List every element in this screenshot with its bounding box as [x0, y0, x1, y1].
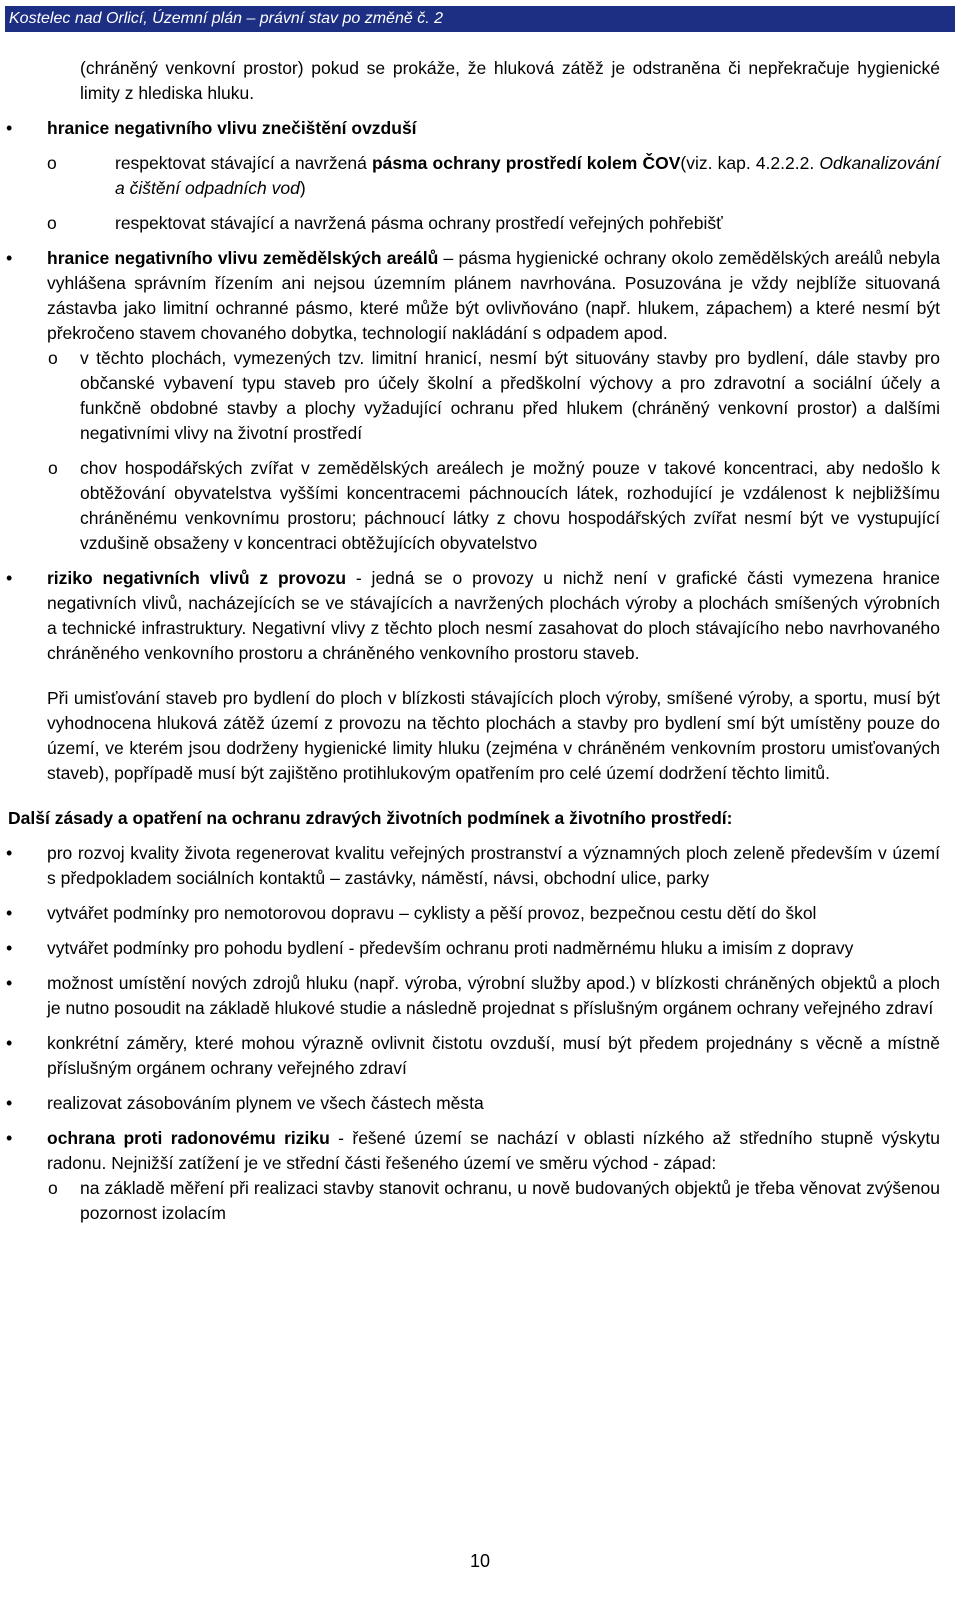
list2-item: [0, 901, 960, 926]
section1-item1-d: Odkanalizování a čištění odpadních vod: [115, 153, 940, 198]
heading-further-principles: [0, 806, 960, 831]
section1-item1-a: respektovat stávající a navržená: [115, 153, 372, 173]
list2-item-text: vytvářet podmínky pro pohodu bydlení - především ochranu proti nadměrnému hluku a imisím z dopravy: [47, 938, 854, 958]
list2-item: [0, 841, 960, 891]
sub-bullet-marker: o: [48, 348, 58, 368]
sub-bullet-marker: o: [48, 458, 58, 478]
sub-bullet-marker: o: [48, 1178, 58, 1198]
page-number-text: 10: [469, 1551, 491, 1571]
section1-item1-c: (viz. kap. 4.2.2.2.: [680, 153, 820, 173]
section3-bullet: [0, 566, 960, 666]
section1-title: hranice negativního vlivu znečištění ovzduší: [47, 118, 417, 138]
intro-text: (chráněný venkovní prostor) pokud se prokáže, že hluková zátěž je odstraněna či nepřekračuje hygienické limity z hlediska hluku.: [80, 58, 940, 103]
section2-sub1-text: v těchto plochách, vymezených tzv. limitní hranicí, nesmí být situovány stavby pro bydlení, dále stavby pro občanské vybavení typu staveb pro účely školní a předškolní výchovy a pro zdravotní a sociální účely a funkčně obdobné stavby a plochy vyžadující ochranu před hlukem (chráněný venkovní prostor) a dalšími negativními vlivy na životní prostředí: [80, 348, 940, 443]
section1-item2-text: respektovat stávající a navržená pásma ochrany prostředí veřejných pohřebišť: [115, 213, 723, 233]
section2-sub1: [0, 346, 960, 446]
section1-item2: [0, 211, 960, 236]
intro-paragraph: [0, 56, 960, 106]
list2-item-text: vytvářet podmínky pro nemotorovou dopravu – cyklisty a pěší provoz, bezpečnou cestu dětí do škol: [47, 903, 817, 923]
section2-text: – pásma hygienické ochrany okolo zemědělských areálů nebyla vyhlášena správním řízením ani nejsou územním plánem navrhována. Posuzována je vždy nejblíže situovaná zástavba jako limitní ochranné pásmo, které může být ovlivňováno (např. hlukem, zápachem) a které nesmí být překročeno stavem chovaného dobytka, technologií nakládání s odpadem apod.: [47, 248, 940, 343]
list2-item: [0, 1091, 960, 1116]
section1-item1-b: pásma ochrany prostředí kolem ČOV: [371, 153, 681, 173]
section1-item1-e: ): [299, 178, 306, 198]
sub-bullet-marker: o: [47, 213, 57, 233]
section2-sub2: [0, 456, 960, 556]
section3-title: riziko negativních vlivů z provozu: [47, 568, 347, 588]
document-header: [5, 6, 955, 32]
header-title: Kostelec nad Orlicí, Územní plán – právní stav po změně č. 2: [9, 10, 443, 27]
list2-item: [0, 971, 960, 1021]
sub-bullet-marker: o: [47, 153, 57, 173]
radon-bullet: [0, 1126, 960, 1176]
radon-text: - řešené území se nachází v oblasti nízkého až středního stupně výskytu radonu. Nejnižší zatížení je ve střední části řešeného území ve směru východ - západ:: [47, 1128, 940, 1173]
section3-text1: - jedná se o provozy u nichž není v grafické části vymezena hranice negativních vlivů, nacházejících se ve stávajících a navržených plochách výroby a plochách smíšených výrobních a technické infrastruktury. Negativní vlivy z těchto ploch nesmí zasahovat do ploch stávajícího nebo navrhovaného chráněného venkovního prostoru a chráněného venkovního prostoru staveb.: [47, 568, 941, 663]
radon-sub-text: na základě měření při realizaci stavby stanovit ochranu, u nově budovaných objektů je třeba věnovat zvýšenou pozornost izolacím: [80, 1178, 940, 1223]
list2-item-text: konkrétní záměry, které mohou výrazně ovlivnit čistotu ovzduší, musí být předem projednány s věcně a místně příslušným orgánem ochrany veřejného zdraví: [47, 1033, 940, 1078]
section2-bullet: [0, 246, 960, 346]
page-number: [0, 1551, 960, 1572]
radon-sub: [0, 1176, 960, 1226]
section1-item1: [0, 151, 960, 201]
list2-item-text: realizovat zásobováním plynem ve všech částech města: [47, 1093, 484, 1113]
heading2-text: Další zásady a opatření na ochranu zdravých životních podmínek a životního prostředí:: [8, 808, 733, 828]
list2-item: [0, 1031, 960, 1081]
section3-text2: Při umisťování staveb pro bydlení do ploch v blízkosti stávajících ploch výroby, smíšené výroby, a sportu, musí být vyhodnocena hluková zátěž území z provozu na těchto plochách a stavby pro bydlení smí být umístěny pouze do území, ve kterém jsou dodrženy hygienické limity hluku (zejména v chráněném venkovním prostoru umisťovaných staveb), popřípadě musí být zajištěno protihlukovým opatřením pro celé území dodržení těchto limitů.: [47, 688, 940, 783]
radon-title: ochrana proti radonovému riziku: [47, 1128, 330, 1148]
list2-item-text: pro rozvoj kvality života regenerovat kvalitu veřejných prostranství a významných ploch zeleně především v území s předpokladem sociálních kontaktů – zastávky, náměstí, návsi, obchodní ulice, parky: [47, 843, 940, 888]
document-body: [0, 56, 960, 1226]
section2-title: hranice negativního vlivu zemědělských areálů: [47, 248, 439, 268]
section1-bullet: [0, 116, 960, 141]
section2-sub2-text: chov hospodářských zvířat v zemědělských areálech je možný pouze v takové koncentraci, aby nedošlo k obtěžování obyvatelstva vyššími koncentracemi páchnoucích látek, rozhodující je vzdálenost k nejbližšímu chráněnému venkovnímu prostoru; páchnoucí látky z chovu hospodářských zvířat nesmí být ve vystupující vzdušině obsaženy v koncentraci obtěžujících obyvatelstvo: [80, 458, 940, 553]
list2-item-text: možnost umístění nových zdrojů hluku (např. výroba, výrobní služby apod.) v blízkosti chráněných objektů a ploch je nutno posoudit na základě hlukové studie a následně projednat s příslušným orgánem ochrany veřejného zdraví: [47, 973, 940, 1018]
list2-item: [0, 936, 960, 961]
section3-paragraph2: [0, 686, 960, 786]
